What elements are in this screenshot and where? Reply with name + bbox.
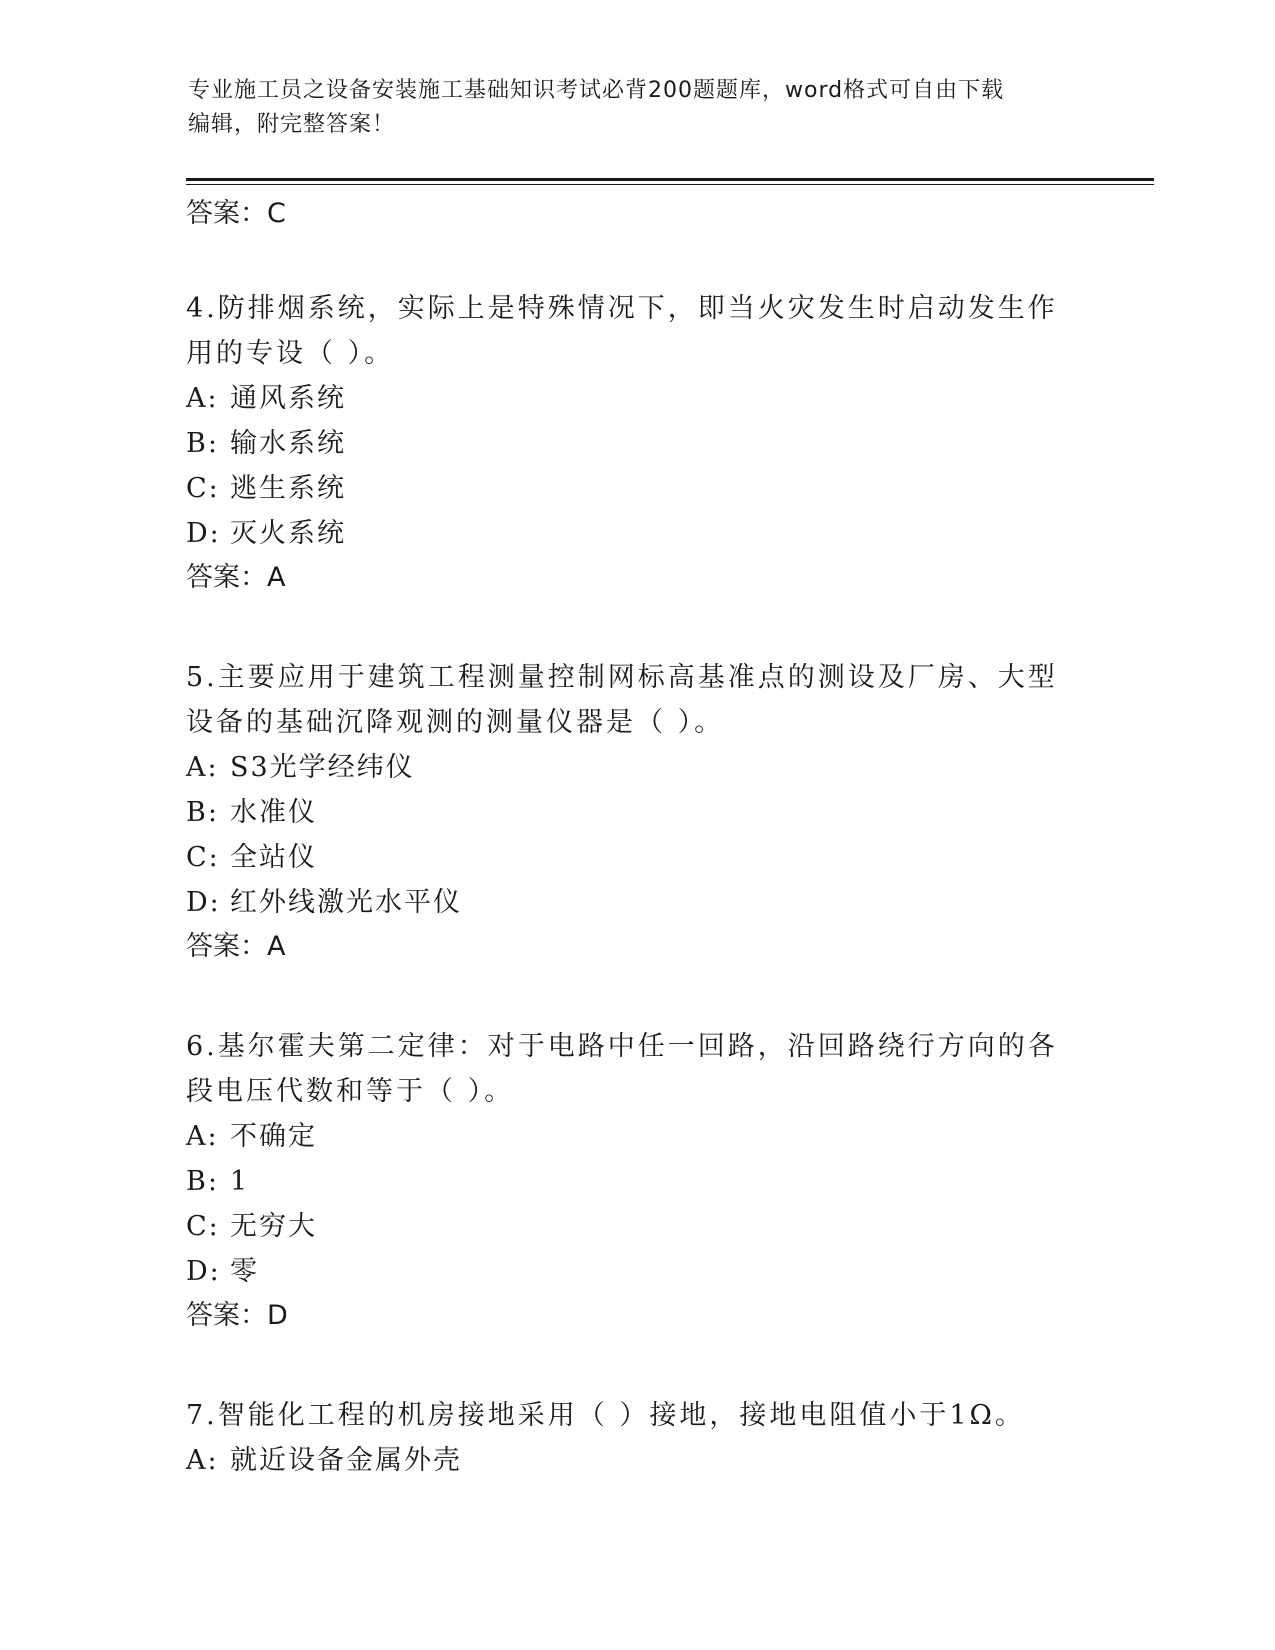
option-key: D: <box>186 1256 221 1287</box>
option-d <box>186 880 1066 925</box>
option-b <box>186 790 1066 835</box>
option-text: 通风系统 <box>230 383 346 414</box>
question-4 <box>186 286 1066 600</box>
option-text: 就近设备金属外壳 <box>230 1445 462 1476</box>
question-text: 7.智能化工程的机房接地采用（ ）接地，接地电阻值小于1Ω。 <box>186 1400 1025 1431</box>
option-text: 红外线激光水平仪 <box>230 887 462 918</box>
option-key: B: <box>186 428 219 459</box>
answer: 答案：A <box>186 931 286 962</box>
option-text: 输水系统 <box>230 428 346 459</box>
option-c <box>186 1204 1066 1249</box>
option-key: C: <box>186 842 220 873</box>
option-a <box>186 376 1066 421</box>
option-b <box>186 421 1066 466</box>
option-text: S3光学经纬仪 <box>230 752 415 783</box>
question-text: 5.主要应用于建筑工程测量控制网标高基准点的测设及厂房、大型设备的基础沉降观测的测量仪器是（ ）。 <box>186 662 1058 738</box>
option-key: D: <box>186 518 221 549</box>
header-rule-thin <box>186 184 1154 185</box>
header-rule-thick <box>186 178 1154 181</box>
option-text: 灭火系统 <box>230 518 346 549</box>
question-6 <box>186 1024 1066 1338</box>
option-key: C: <box>186 1211 220 1242</box>
option-key: A: <box>186 1121 219 1152</box>
option-key: B: <box>186 1166 219 1197</box>
option-key: A: <box>186 1445 219 1476</box>
option-key: D: <box>186 887 221 918</box>
answer: 答案：D <box>186 1300 288 1331</box>
question-text: 4.防排烟系统，实际上是特殊情况下，即当火灾发生时启动发生作用的专设（ ）。 <box>186 293 1058 369</box>
option-text: 无穷大 <box>230 1211 317 1242</box>
option-b <box>186 1159 1066 1204</box>
option-text: 零 <box>230 1256 259 1287</box>
option-key: A: <box>186 383 219 414</box>
header-line-2: 编辑，附完整答案！ <box>188 112 396 137</box>
option-a <box>186 1438 1066 1483</box>
document-header <box>188 74 1088 142</box>
question-5 <box>186 655 1066 969</box>
option-text: 1 <box>230 1166 250 1197</box>
option-c <box>186 835 1066 880</box>
question-list <box>186 192 1066 1483</box>
option-key: A: <box>186 752 219 783</box>
option-text: 水准仪 <box>230 797 317 828</box>
option-d <box>186 511 1066 556</box>
header-line-1: 专业施工员之设备安装施工基础知识考试必背200题题库，word格式可自由下载 <box>188 78 1005 103</box>
question-7 <box>186 1393 1066 1483</box>
option-key: C: <box>186 473 220 504</box>
option-text: 逃生系统 <box>230 473 346 504</box>
option-key: B: <box>186 797 219 828</box>
option-c <box>186 466 1066 511</box>
question-text: 6.基尔霍夫第二定律：对于电路中任一回路，沿回路绕行方向的各段电压代数和等于（ ）。 <box>186 1031 1058 1107</box>
previous-answer: 答案：C <box>186 198 286 229</box>
option-a <box>186 1114 1066 1159</box>
option-a <box>186 745 1066 790</box>
option-text: 全站仪 <box>230 842 317 873</box>
option-d <box>186 1249 1066 1294</box>
answer: 答案：A <box>186 562 286 593</box>
option-text: 不确定 <box>230 1121 317 1152</box>
